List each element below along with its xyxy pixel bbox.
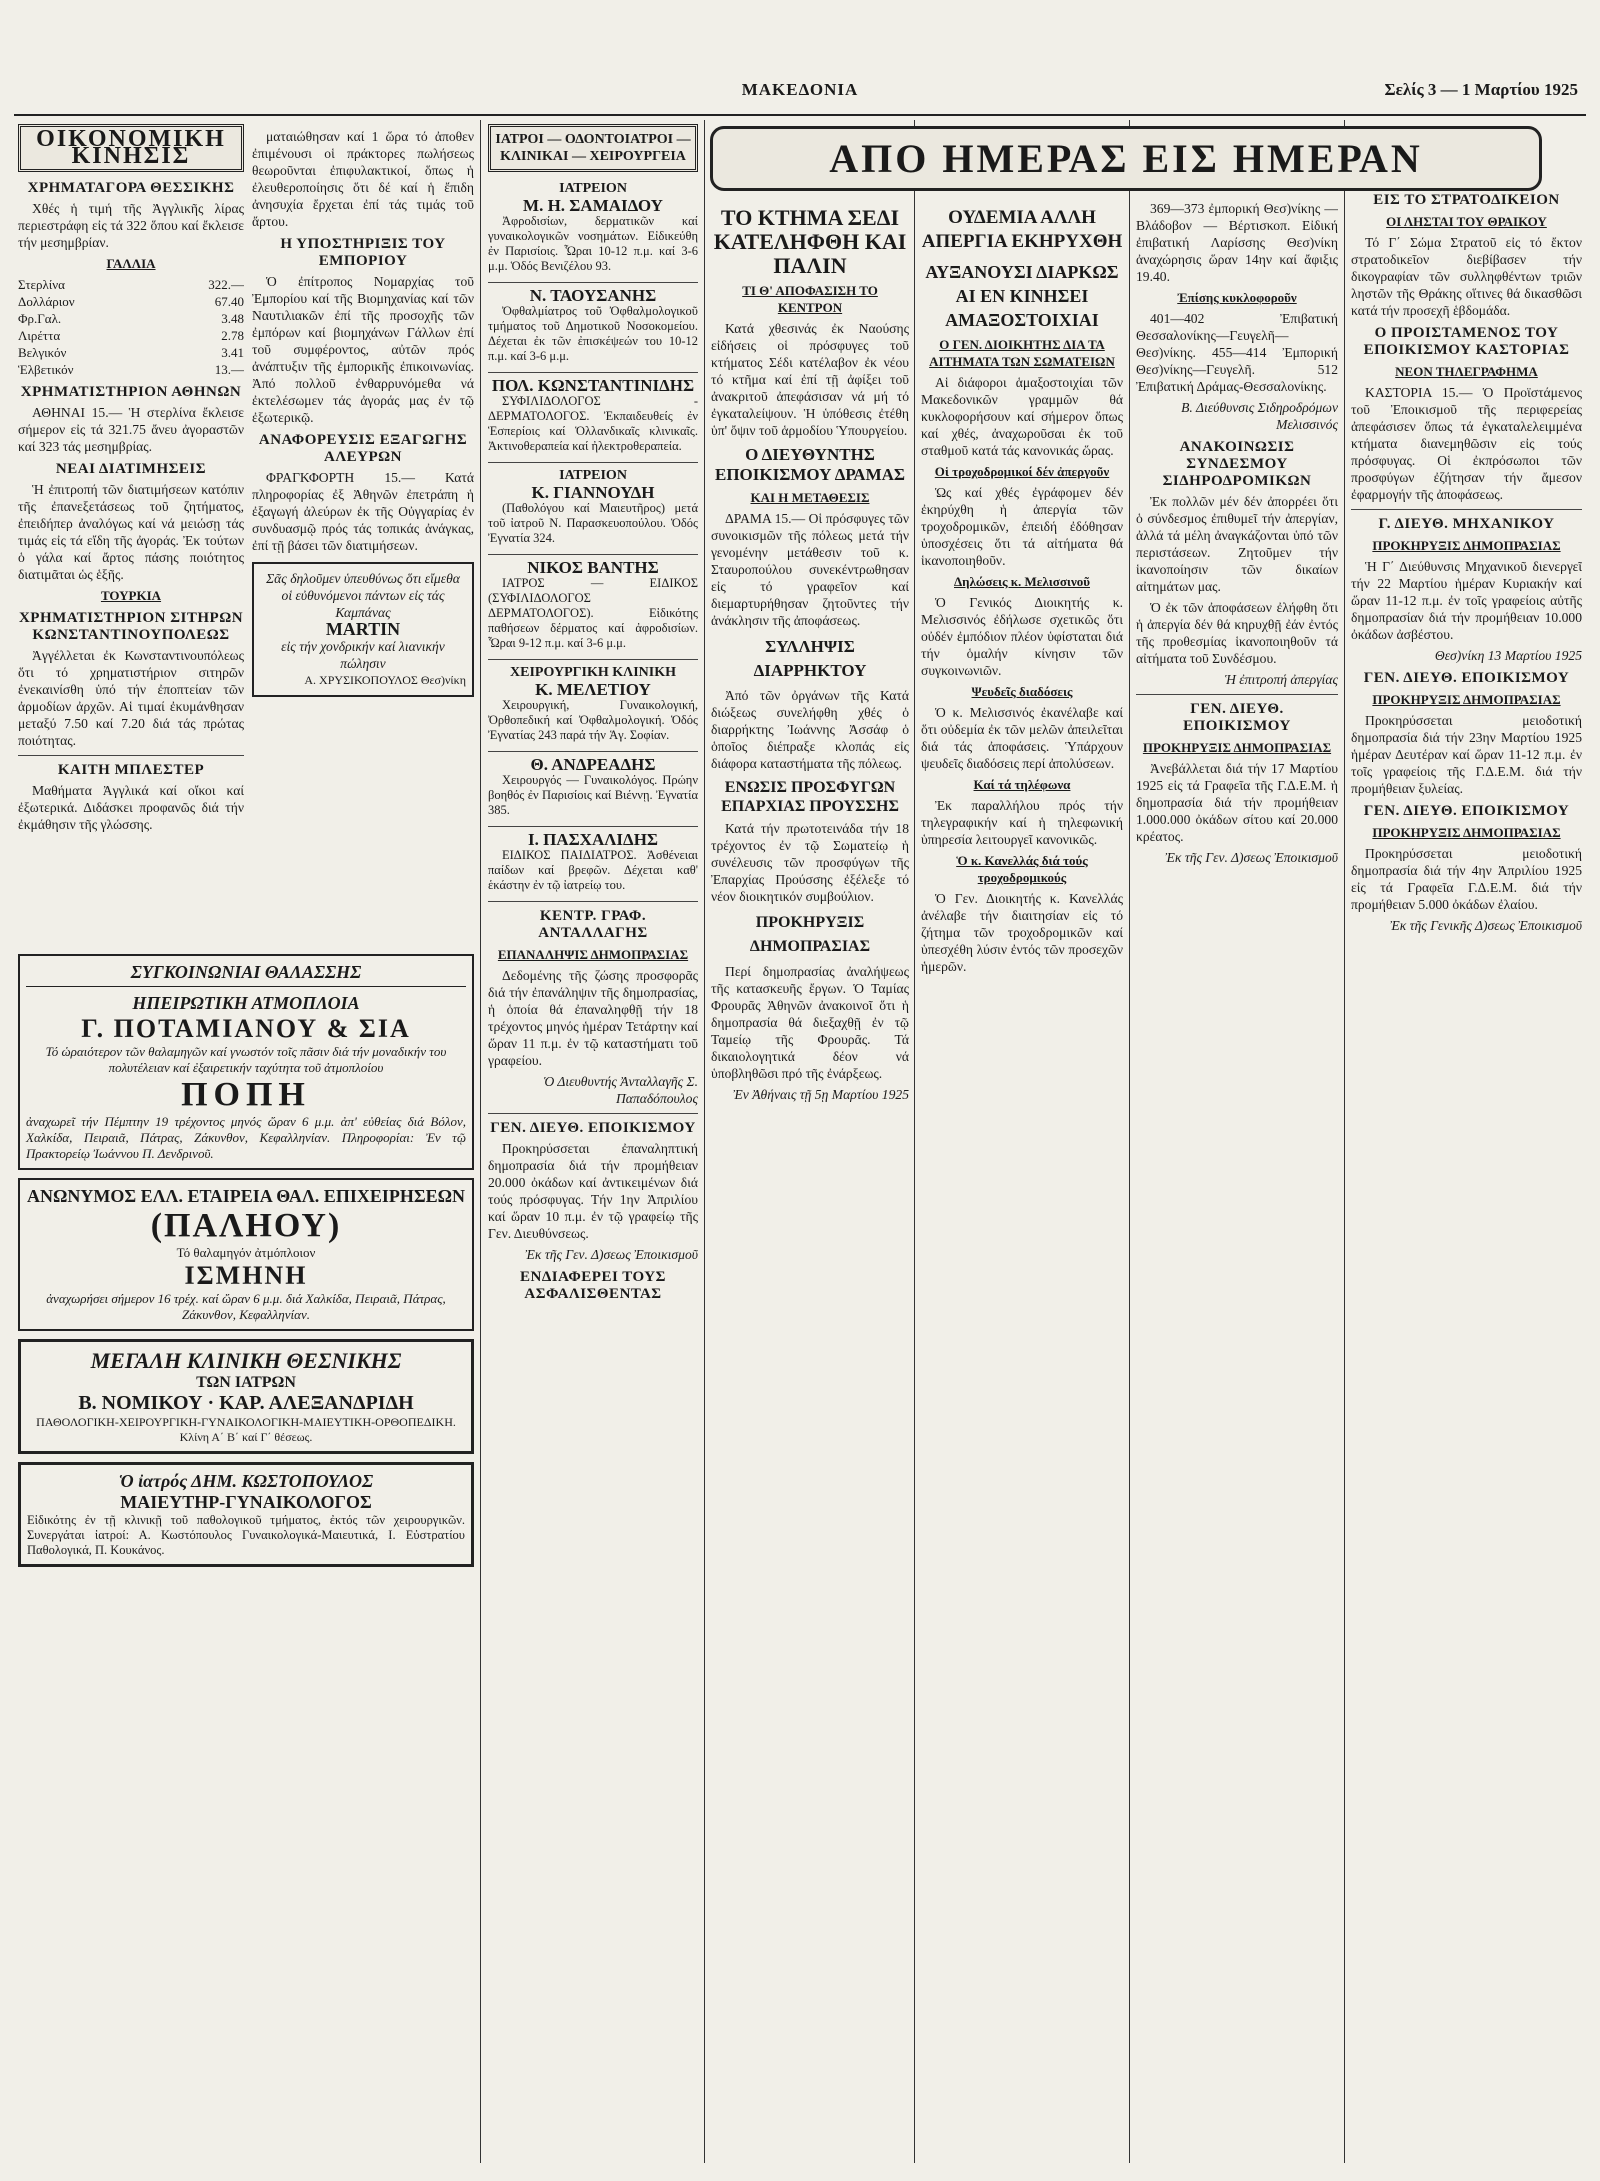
article-text: Ἡ ἐπιτροπή τῶν διατιμήσεων κατόπιν τῆς ἐπανεξετάσεως τοῦ ζητήματος, ἐπειδήπερ ἀναλόγως καί νά μειώσῃ τάς τιμάς εἰς τά εἴδη τῆς ἀγοράς. Ἐκ τούτων ὁ γάλα καί ἄρτος πάσης ποιότητος διατιμᾶται ὡς ἑξῆς. [18,482,244,582]
notice-subtitle: ΠΡΟΚΗΡΥΞΙΣ ΔΗΜΟΠΡΑΣΙΑΣ [1142,740,1332,755]
entry-title: ΧΕΙΡΟΥΡΓΙΚΗ ΚΛΙΝΙΚΗ [510,665,676,680]
headline: ΣΥΛΛΗΨΙΣ ΔΙΑΡΡΗΚΤΟΥ [753,637,867,680]
doctor-text: Ἀφροδισίων, δερματικῶν καί γυναικολογικῶν νοσημάτων. Εἰδικεύθη ἐν Παρισίοις. Ὧραι 10-12 π.μ. καί 3-6 μ.μ. Ὁδός Βενιζέλου 93. [488,214,698,273]
subheadline: ΤΙ Θ' ΑΠΟΦΑΣΙΣΗ ΤΟ ΚΕΝΤΡΟΝ [742,283,878,315]
doctor-name: Ν. ΤΑΟΥΣΑΝΗΣ [529,286,657,305]
article-text: Τό Γ΄ Σώμα Στρατοῦ εἰς τό ἔκτον στρατοδικεῖον διεβίβασεν τήν δικογραφίαν τῶν συλληφθέντων τριῶν ληστῶν τῆς Θράκης οἵτινες θά δικασθῶσι κατά τήν προσεχῆ ἑβδομάδα. [1351,235,1582,318]
section-title: ΧΡΗΜΑΤΑΓΟΡΑ ΘΕΣΣΙΚΗΣ [27,180,235,196]
doctor-entry [488,831,698,902]
masthead-date: Σελίς 3 — 1 Μαρτίου 1925 [1384,80,1578,99]
ad-subtitle: ΜΑΙΕΥΤΗΡ-ΓΥΝΑΙΚΟΛΟΓΟΣ [120,1492,372,1512]
section-title: ΧΡΗΜΑΤΙΣΤΗΡΙΟΝ ΑΘΗΝΩΝ [20,384,242,400]
doctor-name: ΠΟΛ. ΚΩΝΣΤΑΝΤΙΝΙΔΗΣ [491,376,695,395]
subheading: Οἱ τροχοδρομικοί δέν ἀπεργοῦν [934,464,1110,479]
rate-row [18,293,244,310]
notice-title: ΓΕΝ. ΔΙΕΥΘ. ΕΠΟΙΚΙΣΜΟΥ [1363,670,1570,686]
notice-signature: Θεσ)νίκη 13 Μαρτίου 1925 [1434,648,1582,663]
section-title: ΑΝΑΦΟΡΕΥΣΙΣ ΕΞΑΓΩΓΗΣ ΑΛΕΥΡΩΝ [258,432,468,465]
ad-subtitle: ΤΩΝ ΙΑΤΡΩΝ [196,1374,296,1391]
doctor-text: Χειρουργική, Γυναικολογική, Ὀρθοπεδική καί Ὀφθαλμολογική. Ὁδός Ἐγνατίας 243 παρά τήν Ἁγ. Σοφίαν. [488,698,698,742]
article-text: ΑΘΗΝΑΙ 15.— Ἡ στερλίνα ἔκλεισε σήμερον εἰς τά 321.75 ἄνευ ἀγοραστῶν καί 323 τάς μεσημβρίας. [18,405,244,454]
column-5 [921,200,1123,2163]
section-title: ΝΕΑΙ ΔΙΑΤΙΜΗΣΕΙΣ [55,461,207,477]
doctor-entry [488,467,698,555]
article-text: ΚΑΣΤΟΡΙΑ 15.— Ὁ Προϊστάμενος τοῦ Ἐποικισμοῦ τῆς περιφερείας ἀπεφάσισεν ὅπως τά ἐγκαταλελειμμένα κτήματα διανεμηθῶσιν εἰς τούς πρόσφυγας. Οἱ ἐκπρόσωποι τῶν προσφύγων ἐζήτησαν τήν ἄμεσον ἐφαρμογήν τῆς ἀποφάσεως. [1351,385,1582,502]
doctor-name: ΝΙΚΟΣ ΒΑΝΤΗΣ [527,558,659,577]
column-4 [711,200,909,2163]
section-header [488,124,698,172]
ad-ship-name: ΙΣΜΗΝΗ [184,1261,308,1290]
subheading: Ἐπίσης κυκλοφοροῦν [1177,290,1297,305]
rate-row [18,276,244,293]
ad-text: εἰς τήν χονδρικήν καί λιανικήν πώλησιν [281,639,445,671]
doctor-text: ΙΑΤΡΟΣ — ΕΙΔΙΚΟΣ (ΣΥΦΙΛΙΔΟΛΟΓΟΣ ΔΕΡΜΑΤΟΛΟΓΟΣ). Εἰδικότης παθήσεων δέρματος καί ἀφροδισίων. Ὧραι 9-12 π.μ. καί 3-6 μ.μ. [488,576,698,650]
notice-text: Προκηρύσσεται μειοδοτική δημοπρασία διά τήν 4ην Ἀπριλίου 1925 εἰς τά Γραφεῖα Γ.Δ.Ε.Μ. διά τήν προμήθειαν 5.000 ὀκάδων ἐλαίου. [1351,846,1582,912]
doctor-entry [488,756,698,827]
notice-signature: Ἐκ τῆς Γεν. Δ)σεως Ἐποικισμοῦ [1165,850,1338,865]
doctor-text: ΕΙΔΙΚΟΣ ΠΑΙΔΙΑΤΡΟΣ. Ἀσθένειαι παίδων καί βρεφῶν. Δέχεται καθ' ἑκάστην ἐν τῷ ἰατρείῳ του. [488,848,698,892]
ad-title: Ὁ ἰατρός ΔΗΜ. ΚΩΣΤΟΠΟΥΛΟΣ [118,1471,374,1491]
notice-title: ΚΕΝΤΡ. ΓΡΑΦ. ΑΝΤΑΛΛΑΓΗΣ [538,908,648,941]
ad-doctors: Β. ΝΟΜΙΚΟΥ · ΚΑΡ. ΑΛΕΞΑΝΔΡΙΔΗ [78,1392,414,1414]
article-text: Ὡς καί χθές ἐγράφομεν δέν ἐκηρύχθη ἡ ἀπεργία τῶν τροχοδρομικῶν, ἐπειδή ἐδόθησαν ὑποσχέσεις ὅτι τά αἰτήματα θά ἱκανοποιηθοῦν. [921,485,1123,568]
article-text: 401—402 Ἐπιβατική Θεσσαλονίκης—Γευγελῆ—Θεσ)νίκης. 455—414 Ἐμπορική Θεσ)νίκης—Γευγελῆ. 512 Ἐπιβατική Δράμας-Θεσσαλονίκης. [1136,311,1338,394]
headline: Ο ΠΡΟΙΣΤΑΜΕΝΟΣ ΤΟΥ ΕΠΟΙΚΙΣΜΟΥ ΚΑΣΤΟΡΙΑΣ [1363,325,1570,358]
ad-text: ἀναχωρήσει σήμερον 16 τρέχ. καί ὥραν 6 μ.μ. διά Χαλκίδα, Πειραιᾶ, Πάτρας, Ζάκυνθον, Κεφαλληνίαν. [46,1291,446,1322]
article-text: Κατά τήν πρωτοτεινάδα τήν 18 τρέχοντος ἐν τῷ Σωματείῳ ἡ συνέλευσις τῶν προσφύγων τῆς Ἐπαρχίας Προύσσης ἐξέλεξε τό νέον διοικητικόν συμβούλιον. [711,821,909,904]
headline: ΑΝΑΚΟΙΝΩΣΙΣ ΣΥΝΔΕΣΜΟΥ ΣΙΔΗΡΟΔΡΟΜΙΚΩΝ [1162,439,1312,489]
subheadline: Ο ΓΕΝ. ΔΙΟΙΚΗΤΗΣ ΔΙΑ ΤΑ ΑΙΤΗΜΑΤΑ ΤΩΝ ΣΩΜΑΤΕΙΩΝ [929,337,1115,369]
doctor-entry [488,664,698,752]
ad-text: Τό θαλαμηγόν ἀτμόπλοιον [176,1245,316,1260]
rate-name: Δολλάριον [18,294,75,309]
ad-text: ἀναχωρεῖ τήν Πέμπτην 19 τρέχοντος μηνός ὥραν 6 μ.μ. ἀπ' εὐθείας διά Βόλον, Χαλκίδα, Πειραιᾶ, Πάτρας, Ζάκυνθον, Κεφαλληνίαν. Πληροφορίαι: Ἐν τῷ Πρακτορείῳ Ἰωάννου Π. Δενδρινοῦ. [26,1114,466,1161]
doctor-text: Χειρουργός — Γυναικολόγος. Πρώην βοηθός ἐν Παρισίοις καί Βιέννῃ. Ἐγνατία 385. [488,773,698,817]
doctor-name: Κ. ΓΙΑΝΝΟΥΔΗ [531,483,655,502]
notice-text: Δεδομένης τῆς ζώσης προσφορᾶς διά τήν ἐπανάληψιν τῆς δημοπρασίας, ἡ ὁποία θά ἐπαναληφθῇ τήν 18 τρέχοντος μηνός ἡμέραν Τετάρτην καί ὥραν 11 π.μ. ἐν τῷ καταστήματι τοῦ γραφείου. [488,968,698,1068]
rate-value: 13.— [214,362,244,377]
ad-company-name: Γ. ΠΟΤΑΜΙΑΝΟΥ & ΣΙΑ [81,1014,411,1043]
doctor-name: Θ. ΑΝΔΡΕΑΔΗΣ [530,755,656,774]
subheading: Δηλώσεις κ. Μελισσινοῦ [954,574,1090,589]
article-text: Αἱ διάφοροι ἁμαξοστοιχίαι τῶν Μακεδονικῶν γραμμῶν θά κυκλοφορήσουν καί σήμερον ὅπως καί χθές, ἀναχωροῦσαι ἐκ τοῦ σταθμοῦ κατά τάς κανονικάς ὥρας. [921,375,1123,458]
doctor-text: Ὀφθαλμίατρος τοῦ Ὀφθαλμολογικοῦ τμήματος τοῦ Δημοτικοῦ Νοσοκομείου. Δέχεται ἐκ τῶν ἐπισκέψεών του 10-12 π.μ. καί 3-6 μ.μ. [488,304,698,363]
section-header: ΟΙΚΟΝΟΜΙΚΗ ΚΙΝΗΣΙΣ [18,124,244,172]
subheading: Ψευδεῖς διαδόσεις [971,684,1073,699]
doctors-list [488,180,698,902]
rate-value: 2.78 [221,328,244,343]
article-text: Ἐκ πολλῶν μέν δέν ἀπορρέει ὅτι ὁ σύνδεσμος ἐπιθυμεῖ τήν ἀπεργίαν, ἀλλά τά μέλη ἀναγκάζονται ὑπό τῶν περιστάσεων. Ζητοῦμεν τήν ἱκανοποίησιν τῶν δικαίων αἰτημάτων μας. [1136,494,1338,594]
ad-signature: Α. ΧΡΥΣΙΚΟΠΟΥΛΟΣ Θεσ)νίκη [304,673,466,687]
notice-title: Γ. ΔΙΕΥΘ. ΜΗΧΑΝΙΚΟΥ [1378,516,1555,532]
notice-title: ΓΕΝ. ΔΙΕΥΘ. ΕΠΟΙΚΙΣΜΟΥ [490,1120,696,1136]
notice-signature: Ἐκ τῆς Γενικῆς Δ)σεως Ἐποικισμοῦ [1390,918,1582,933]
ad-clinic [18,1339,474,1454]
doctor-entry [488,287,698,373]
rate-value: 67.40 [214,294,244,309]
headline: ΟΥΔΕΜΙΑ ΑΛΛΗ ΑΠΕΡΓΙΑ ΕΚΗΡΥΧΘΗ [921,207,1123,252]
ads-block [18,946,474,1575]
article-signature: Β. Διεύθυνσις Σιδηροδρόμων Μελισσινός [1181,400,1338,432]
article-text: Ἀπό τῶν ὀργάνων τῆς Κατά διώξεως συνελήφθη χθές ὁ διαρρήκτης Ἰωάννης Ἀσσάφ ὁ ὁποῖος διέπραξε κλοπάς εἰς διάφορα καταστήματα τῆς πόλεως. [711,688,909,771]
headline: ΑΥΞΑΝΟΥΣΙ ΔΙΑΡΚΩΣ ΑΙ ΕΝ ΚΙΝΗΣΕΙ ΑΜΑΞΟΣΤΟΙΧΙΑΙ [925,262,1119,330]
notice-title: ΓΕΝ. ΔΙΕΥΘ. ΕΠΟΙΚΙΣΜΟΥ [1363,803,1570,819]
doctor-entry [488,180,698,283]
doctor-name: Κ. ΜΕΛΕΤΙΟΥ [535,680,651,699]
divider [18,755,244,756]
column-7 [1351,120,1582,2163]
ad-palhou [18,1178,474,1331]
ad-header: ΣΥΓΚΟΙΝΩΝΙΑΙ ΘΑΛΑΣΣΗΣ [26,962,466,987]
rate-name: Φρ.Γαλ. [18,311,62,326]
subheadline: ΝΕΟΝ ΤΗΛΕΓΡΑΦΗΜΑ [1395,364,1538,379]
column-rule [914,120,915,2163]
column-rule [1129,120,1130,2163]
header-line: ΙΑΤΡΟΙ — ΟΔΟΝΤΟΙΑΤΡΟΙ — [495,132,691,147]
rate-row [18,327,244,344]
article-text: Ὁ ἐπίτροπος Νομαρχίας τοῦ Ἐμπορίου καί τῆς Βιομηχανίας καί τῶν Ναυτιλιακῶν ἐπί τῆς προσοχῆς τῶν ἐμπόρων καί βιομηχάνων Γάλλων ἐπί τοῦ συμφέροντος, αὐτῶν πρός ἀνάπτυξιν τῆς ἐμπορικῆς ἐπικοινωνίας. Ἀπό πολλοῦ ἐνθαρρυνόμεθα νά ἐκτελέσωμεν τάς ἀγοράς μας ἐν τῷ ἐξωτερικῷ. [252,274,474,425]
rate-value: 322.— [208,277,244,292]
column-rule [704,120,705,2163]
headline: ΠΡΟΚΗΡΥΞΙΣ ΔΗΜΟΠΡΑΣΙΑΣ [749,914,871,955]
entry-title: ΙΑΤΡΕΙΟΝ [559,181,627,196]
article-text: Κατά χθεσινάς ἐκ Ναούσης εἰδήσεις οἱ πρόσφυγες τοῦ κτήματος Σέδι κατέλαβον ἐκ νέου τό κτῆμα καί ἐπί τῇ ἀφίξει τοῦ ἀνακριτοῦ ἀπεφάσισαν νά μή τό ἐγκαταλείψουν. Ἡ ὑπόθεσις ἐτέθη ὑπ' ὄψιν τοῦ ἁρμοδίου Ὑπουργείου. [711,321,909,438]
notice-signature: Ἐκ τῆς Γεν. Δ)σεως Ἐποικισμοῦ [525,1247,698,1262]
ad-text: Τό ὡραιότερον τῶν θαλαμηγῶν καί γνωστόν τοῖς πᾶσιν διά τήν μοναδικήν του πολυτέλειαν καί ἐξαιρετικήν ταχύτητα τοῦ ἀτμοπλοίου [45,1044,447,1075]
header-line: ΚΛΙΝΙΚΑΙ — ΧΕΙΡΟΥΡΓΕΙΑ [500,149,686,164]
ad-title: ΚΑΙΤΗ ΜΠΛΕΣΤΕΡ [57,762,205,778]
rates-table [18,276,244,378]
article-text: Ὁ Γενικός Διοικητής κ. Μελισσινός ἐδήλωσε σχετικῶς ὅτι οὐδέν ἐμπόδιον πλέον ὑφίσταται διά τήν ὁμαλήν κίνησιν τῶν συγκοινωνιῶν. [921,595,1123,678]
headline: ΤΟ ΚΤΗΜΑ ΣΕΔΙ ΚΑΤΕΛΗΦΘΗ ΚΑΙ ΠΑΛΙΝ [713,205,907,278]
divider [1351,509,1582,510]
article-text: ματαιώθησαν καί 1 ὥρα τό ἀποθεν ἐπιμένουσι οἱ πράκτορες πωλήσεως θεωροῦνται ἐπιφυλακτικοί, ὅπως ἡ ἐλευθεροποίησις ὅτι δέ καί ἡ ἔπιδη ἀνησυχία ἔρχεται ἐπί τάς τιμάς τοῦ ἄρτου. [252,129,474,229]
ad-ship-name: ΠΟΠΗ [181,1076,311,1113]
ad-shipping [18,954,474,1170]
column-3 [488,120,698,2163]
article-text: Ἀγγέλλεται ἐκ Κωνσταντινουπόλεως ὅτι τό χρηματιστήριον σιτηρῶν ἐνεκαινίσθη ὑπό τήν ἐποπτείαν τῶν ἀρμοδίων ἀρχῶν. Αἱ τιμαί ἐκυμάνθησαν μεταξύ 7.50 καί 7.20 διά τάς πρώτας ποιότητας. [18,648,244,748]
doctor-name: Ι. ΠΑΣΧΑΛΙΔΗΣ [527,830,659,849]
doctor-entry [488,377,698,463]
subheading: Καί τά τηλέφωνα [973,777,1071,792]
article-text: Χθές ἡ τιμή τῆς Ἀγγλικῆς λίρας περιεστράφη εἰς τά 322 ὅπου καί ἔκλεισε τήν μεσημβρίαν. [18,201,244,250]
doctor-text: (Παθολόγου καί Μαιευτῆρος) μετά τοῦ ἰατροῦ Ν. Παρασκευοπούλου. Ὁδός Ἐγνατία 324. [488,501,698,545]
rate-value: 3.48 [221,311,244,326]
subheading: ΤΟΥΡΚΙΑ [100,588,162,603]
newspaper-page [14,8,1586,2173]
ad-text: Εἰδικότης ἐν τῇ κλινικῇ τοῦ παθολογικοῦ τμήματος, ἐκτός τῶν χειρουργικῶν. Συνεργάται ἰατροί: Α. Κωστόπουλος Γυναικολογικά-Μαιευτικά, Ι. Εὐστρατίου Παθολογικά, Π. Κουκάνος. [27,1513,465,1557]
entry-title: ΙΑΤΡΕΙΟΝ [559,468,627,483]
rate-row [18,344,244,361]
rate-name: Βελγικόν [18,345,67,360]
article-signature: Ἡ ἐπιτροπή ἀπεργίας [1224,672,1338,687]
subheadline: ΟΙ ΛΗΣΤΑΙ ΤΟΥ ΘΡΑΙΚΟΥ [1386,214,1547,229]
divider [1136,694,1338,695]
article-text: Ἐκ παραλλήλου πρός τήν τηλεγραφικήν καί ἡ τηλεφωνική ὑπηρεσία λειτουργεῖ κανονικῶς. [921,798,1123,847]
article-text: ΦΡΑΓΚΦΟΡΤΗ 15.— Κατά πληροφορίας ἐξ Ἀθηνῶν ἐπετράπη ἡ ἐξαγωγή ἀλεύρων ἐκ τῆς Οὐγγαρίας ἐν συνδυασμῷ πρός τάς τοπικάς ἀνάγκας, ἐπί τῇ βάσει τῶν διατιμήσεων. [252,470,474,553]
ad-martin [252,562,474,697]
doctor-entry [488,559,698,660]
notice-text: Ἡ Γ΄ Διεύθυνσις Μηχανικοῦ διενεργεῖ τήν 22 Μαρτίου ἡμέραν Κυριακήν καί ὥραν 11-12 π.μ. ἐν τοῖς γραφείοις αὐτῆς δημοπρασίαν διά τήν προμήθειαν 10.000 ὀκάδων ἀσβέστου. [1351,559,1582,642]
notice-subtitle: ΠΡΟΚΗΡΥΞΙΣ ΔΗΜΟΠΡΑΣΙΑΣ [1372,538,1561,553]
doctor-text: ΣΥΦΙΛΙΔΟΛΟΓΟΣ - ΔΕΡΜΑΤΟΛΟΓΟΣ. Ἐκπαιδευθείς ἐν Ἑσπερίοις καί Ὁλλανδικαῖς κλινικαῖς. Ἀκτινοθεραπεία καί ἠλεκτροθεραπεία. [488,394,698,453]
section-title: ΧΡΗΜΑΤΙΣΤΗΡΙΟΝ ΣΙΤΗΡΩΝ ΚΩΝΣΤΑΝΤΙΝΟΥΠΟΛΕΩΣ [18,610,244,643]
notice-text: Προκηρύσσεται ἐπαναληπτική δημοπρασία διά τήν προμήθειαν 20.000 ὀκάδων καί ἀντικειμένων διά τούς πρόσφυγας. Τήν 1ην Ἀπριλίου καί ὥραν 10 π.μ. ἐν τῷ γραφείῳ τῆς Γεν. Διευθύνσεως. [488,1141,698,1241]
headline: Ο ΔΙΕΥΘΥΝΤΗΣ ΕΠΟΙΚΙΣΜΟΥ ΔΡΑΜΑΣ [714,445,906,484]
article-text: Ὁ κ. Μελισσινός ἐκανέλαβε καί ὅτι οὐδεμία ἐκ τῶν μελῶν ἀπειλεῖται διά τάς ἀποφάσεις. Ὑπάρχουν ψευδεῖς διαδόσεις περί ἀπολύσεων. [921,705,1123,771]
rate-name: Στερλίνα [18,277,65,292]
article-text: 369—373 ἐμπορική Θεσ)νίκης — Βλάδοβον — Βέρτισκοπ. Εἰδική ἐπιβατική Λαρίσσης Θεσ)νίκη ἀναχώρησις ὥραν 14ην καί ἄφιξις 19.40. [1136,201,1338,284]
notice-title: ΕΝΔΙΑΦΕΡΕΙ ΤΟΥΣ ΑΣΦΑΛΙΣΘΕΝΤΑΣ [520,1269,666,1302]
notice-signature: Ὁ Διευθυντής Ἀνταλλαγῆς Σ. Παπαδόπουλος [543,1074,698,1106]
column-rule [480,120,481,2163]
ad-brand: MARTIN [325,619,401,639]
notice-subtitle: ΠΡΟΚΗΡΥΞΙΣ ΔΗΜΟΠΡΑΣΙΑΣ [1372,825,1561,840]
article-text: Περί δημοπρασίας ἀναλήψεως τῆς κατασκευῆς ἔργων. Ὁ Ταμίας Φρουρᾶς Ἀθηνῶν ἀνακοινοῖ ὅτι ἡ δημοπρασία θά διεξαχθῇ ἐν τῷ Ταμείῳ τῆς Φρουρᾶς. Τά δικαιολογητικά δέον νά ὑποβληθῶσι πρό τῆς ἐνάρξεως. [711,964,909,1081]
ad-title: ΜΕΓΑΛΗ ΚΛΙΝΙΚΗ ΘΕΣΝΙΚΗΣ [90,1348,402,1373]
subheading: Ὁ κ. Κανελλάς διά τούς τροχοδρομικούς [956,853,1088,885]
rate-name: Λιρέττα [18,328,61,343]
ad-company: ΗΠΕΙΡΩΤΙΚΗ ΑΤΜΟΠΛΟΙΑ [132,993,360,1013]
ad-text: Μαθήματα Ἀγγλικά καί οἴκοι καί ἐξωτερικά. Διδάσκει προφανῶς διά τήν ἐκμάθησιν τῆς γλώσσης. [18,783,244,832]
ad-doctor [18,1462,474,1567]
main-section-header: ΑΠΟ ΗΜΕΡΑΣ ΕΙΣ ΗΜΕΡΑΝ [710,126,1542,191]
divider [488,1113,698,1114]
rate-row [18,361,244,378]
article-text: ΔΡΑΜΑ 15.— Οἱ πρόσφυγες τῶν συνοικισμῶν τῆς πόλεως μετά τήν γενομένην μετάθεσιν τοῦ κ. Σταυροπούλου συνεκέντρωθησαν εἰς τό γραφεῖον καί διεμαρτυρήθησαν ζητοῦντες τήν ἀνάκλησιν τῆς ἀποφάσεως. [711,511,909,628]
article-text: Ὁ Γεν. Διοικητής κ. Κανελλάς ἀνέλαβε τήν διαιτησίαν εἰς τό ζήτημα τῶν τροχοδρομικῶν καί ὑπεσχέθη λύσιν ἐντός τῶν προσεχῶν ἡμερῶν. [921,891,1123,974]
headline: ΕΝΩΣΙΣ ΠΡΟΣΦΥΓΩΝ ΕΠΑΡΧΙΑΣ ΠΡΟΥΣΣΗΣ [721,779,899,815]
subheadline: ΚΑΙ Η ΜΕΤΑΘΕΣΙΣ [750,490,870,505]
ad-text: ΠΑΘΟΛΟΓΙΚΗ-ΧΕΙΡΟΥΡΓΙΚΗ-ΓΥΝΑΙΚΟΛΟΓΙΚΗ-ΜΑΙΕΥΤΙΚΗ-ΟΡΘΟΠΕΔΙΚΗ. Κλίνη Α΄ Β΄ καί Γ΄ θέσεως. [36,1415,456,1444]
section-title: Η ΥΠΟΣΤΗΡΙΞΙΣ ΤΟΥ ΕΜΠΟΡΙΟΥ [280,236,446,269]
notice-subtitle: ΕΠΑΝΑΛΗΨΙΣ ΔΗΜΟΠΡΑΣΙΑΣ [497,947,689,962]
notice-subtitle: ΠΡΟΚΗΡΥΞΙΣ ΔΗΜΟΠΡΑΣΙΑΣ [1372,692,1561,707]
masthead-rule [14,78,1586,116]
notice-text: Ἀνεβάλλεται διά τήν 17 Μαρτίου 1925 εἰς τά Γραφεῖα τῆς Γ.Δ.Ε.Μ. ἡ δημοπρασία διά τήν προμήθειαν 1.000.000 ὀκάδων σίτου καί 20.000 κρέατος. [1136,761,1338,844]
notice-title: ΓΕΝ. ΔΙΕΥΘ. ΕΠΟΙΚΙΣΜΟΥ [1183,701,1291,734]
article-text: Ὁ ἐκ τῶν ἀποφάσεων ἐλήφθη ὅτι ἡ ἀπεργία δέν θά κηρυχθῇ ἐάν ἐντός τῆς προθεσμίας ἱκανοποιηθοῦν τά αἰτήματα τοῦ Συνδέσμου. [1136,600,1338,666]
headline: ΕΙΣ ΤΟ ΣΤΡΑΤΟΔΙΚΕΙΟΝ [1373,192,1560,208]
ad-company: ΑΝΩΝΥΜΟΣ ΕΛΛ. ΕΤΑΙΡΕΙΑ ΘΑΛ. ΕΠΙΧΕΙΡΗΣΕΩΝ [26,1186,466,1206]
masthead-title: ΜΑΚΕΔΟΝΙΑ [741,80,859,99]
rate-value: 3.41 [221,345,244,360]
ad-company-name: (ΠΑΛΗΟΥ) [150,1207,342,1244]
notice-text: Προκηρύσσεται μειοδοτική δημοπρασία διά τήν 23ην Μαρτίου 1925 ἡμέραν Δευτέραν καί ὥραν 11-12 π.μ. ἐν τοῖς γραφείοις τῆς Γ.Δ.Ε.Μ. διά τήν προμήθειαν ξυλείας. [1351,713,1582,796]
rate-row [18,310,244,327]
article-signature: Ἐν Ἀθήναις τῇ 5ῃ Μαρτίου 1925 [733,1087,909,1102]
column-rule [1344,120,1345,2163]
ad-text: Σᾶς δηλοῦμεν ὑπευθύνως ὅτι εἴμεθα οἱ εὐθυνόμενοι πάντων εἰς τάς Καμπάνας [266,571,460,620]
column-6 [1136,200,1338,2163]
rate-name: Ἑλβετικόν [18,362,74,377]
subheading: ΓΑΛΛΙΑ [106,256,156,271]
doctor-name: Μ. Η. ΣΑΜΑΙΔΟΥ [523,196,663,215]
